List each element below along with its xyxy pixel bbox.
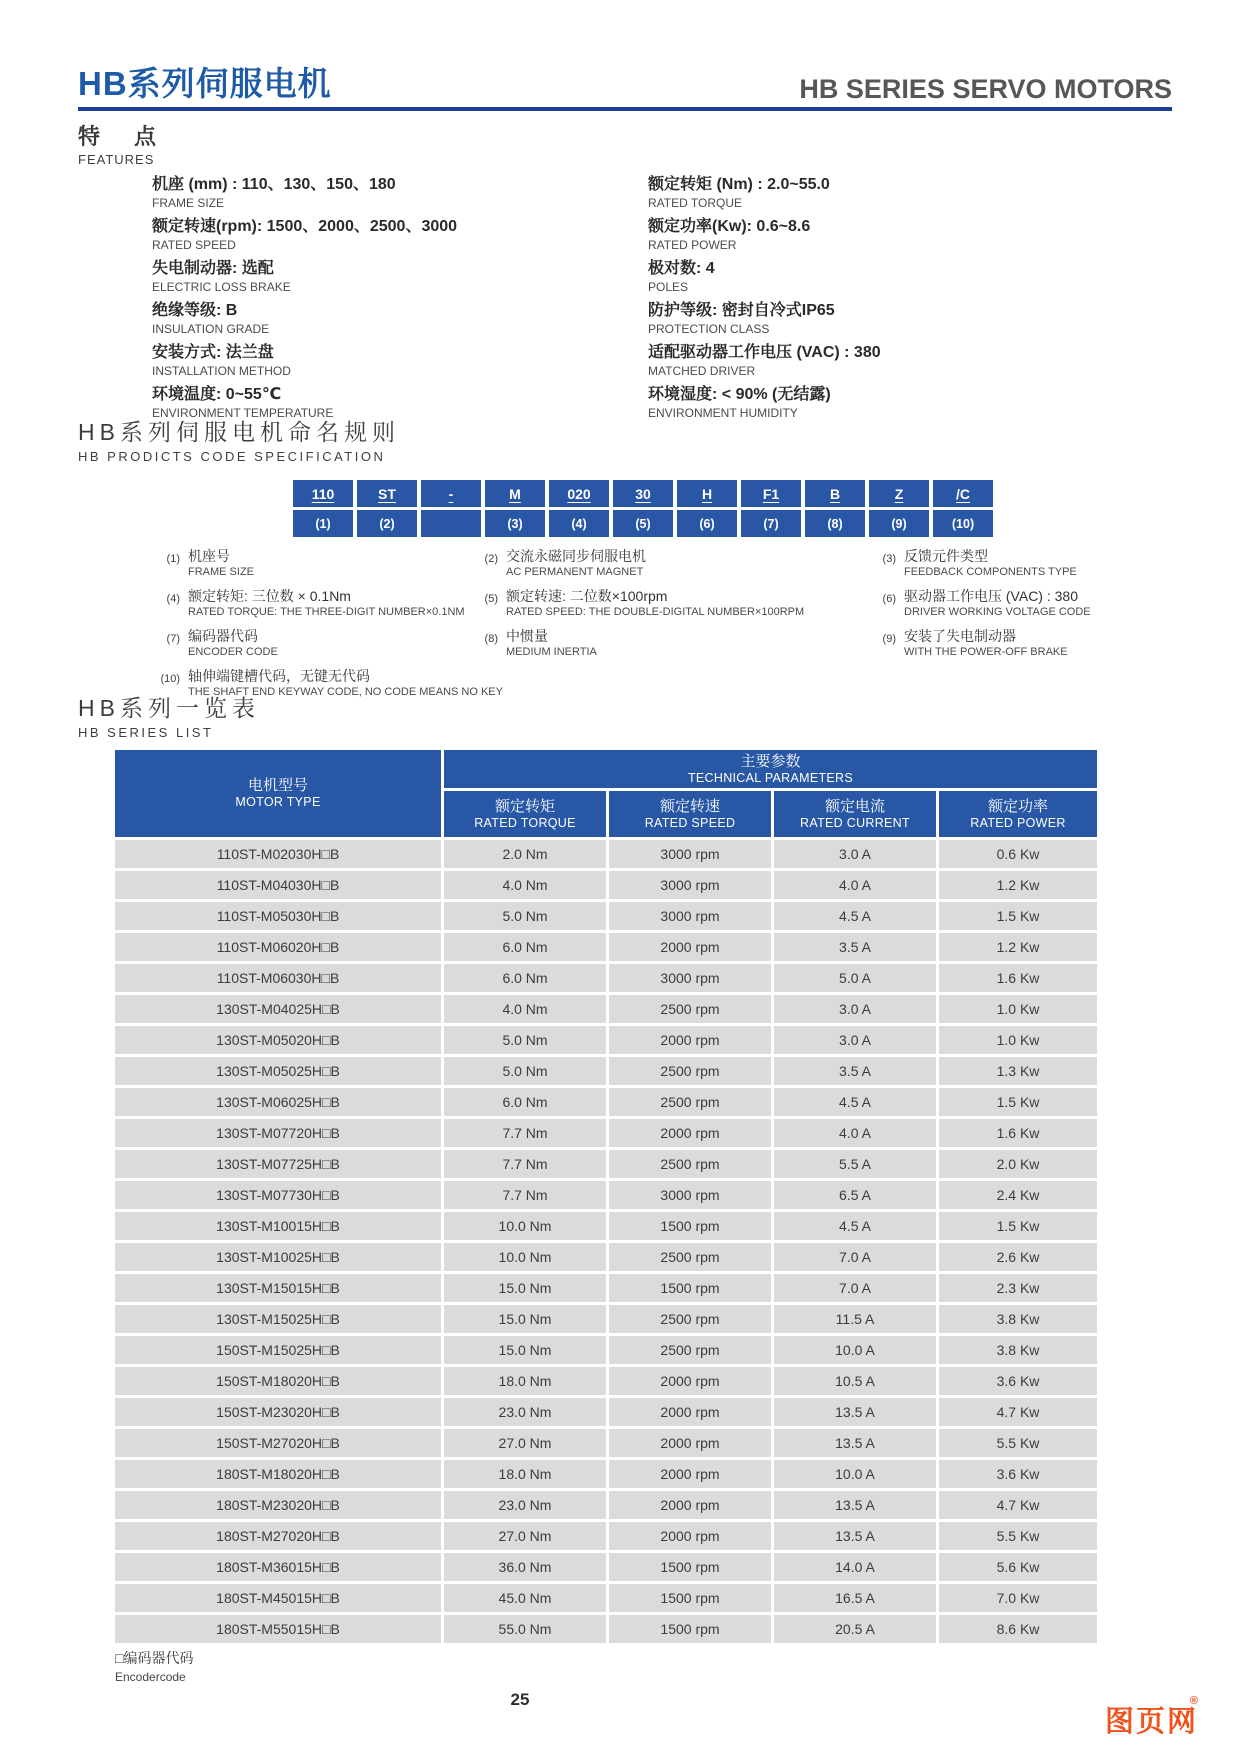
table-cell-current: 10.5 A [774, 1367, 936, 1395]
feature-item [648, 343, 1148, 378]
table-cell-speed: 2500 rpm [609, 1150, 771, 1178]
table-cell-speed: 2500 rpm [609, 1336, 771, 1364]
code-index-box [421, 510, 481, 537]
table-cell-torque: 15.0 Nm [444, 1305, 606, 1333]
table-cell-torque: 15.0 Nm [444, 1274, 606, 1302]
table-cell-motor-type: 130ST-M07730H□B [115, 1181, 441, 1209]
table-cell-current: 16.5 A [774, 1584, 936, 1612]
table-cell-speed: 2000 rpm [609, 1026, 771, 1054]
code-box: Z [869, 480, 929, 507]
table-cell-power: 3.6 Kw [939, 1367, 1097, 1395]
table-cell-power: 2.3 Kw [939, 1274, 1097, 1302]
note-number: (6) [882, 593, 896, 605]
column-header-en: RATED TORQUE [474, 815, 576, 830]
table-cell-torque: 15.0 Nm [444, 1336, 606, 1364]
code-box: F1 [741, 480, 801, 507]
table-cell-torque: 4.0 Nm [444, 871, 606, 899]
feature-label-en: ENVIRONMENT HUMIDITY [648, 406, 798, 420]
feature-label-cn: 绝缘等级: B [152, 302, 238, 319]
table-cell-torque: 7.7 Nm [444, 1181, 606, 1209]
note-text-en: WITH THE POWER-OFF BRAKE [904, 646, 1068, 658]
page-title-cn: HB系列伺服电机 [78, 65, 332, 102]
motor-type-header-cn: 电机型号 [247, 777, 308, 794]
table-cell-torque: 6.0 Nm [444, 964, 606, 992]
table-cell-motor-type: 130ST-M04025H□B [115, 995, 441, 1023]
note-text [188, 628, 278, 659]
table-cell-torque: 7.7 Nm [444, 1150, 606, 1178]
code-index-box: (6) [677, 510, 737, 537]
table-cell-torque: 23.0 Nm [444, 1491, 606, 1519]
table-cell-motor-type: 110ST-M05030H□B [115, 902, 441, 930]
table-cell-speed: 2500 rpm [609, 1243, 771, 1271]
code-row-codes [293, 480, 1172, 507]
params-header-cn: 主要参数 [740, 752, 801, 770]
table-cell-power: 5.5 Kw [939, 1429, 1097, 1457]
watermark-logo [1105, 1696, 1198, 1737]
table-cell-speed: 1500 rpm [609, 1584, 771, 1612]
table-cell-motor-type: 130ST-M05025H□B [115, 1057, 441, 1085]
table-cell-torque: 27.0 Nm [444, 1522, 606, 1550]
feature-label-en: MATCHED DRIVER [648, 364, 756, 378]
table-cell-torque: 5.0 Nm [444, 902, 606, 930]
table-cell-speed: 2000 rpm [609, 1367, 771, 1395]
params-header-en: TECHNICAL PARAMETERS [687, 770, 854, 785]
table-cell-power: 1.6 Kw [939, 1119, 1097, 1147]
table-cell-current: 13.5 A [774, 1522, 936, 1550]
feature-label-en: ELECTRIC LOSS BRAKE [152, 280, 291, 294]
code-index-box: (7) [741, 510, 801, 537]
feature-label-cn: 额定功率(Kw): 0.6~8.6 [648, 218, 811, 235]
code-index-box: (10) [933, 510, 993, 537]
feature-label-cn: 安装方式: 法兰盘 [152, 344, 274, 361]
code-box: - [421, 480, 481, 507]
table-cell-speed: 1500 rpm [609, 1212, 771, 1240]
table-cell-speed: 2500 rpm [609, 1305, 771, 1333]
note-text [506, 588, 804, 619]
feature-label-en: INSTALLATION METHOD [152, 364, 291, 378]
features-title-en: FEATURES [78, 152, 155, 167]
table-cell-torque: 7.7 Nm [444, 1119, 606, 1147]
table-cell-power: 1.2 Kw [939, 871, 1097, 899]
code-spec-title-cn: HB系列伺服电机命名规则 [78, 419, 400, 445]
table-cell-current: 14.0 A [774, 1553, 936, 1581]
table-cell-power: 1.6 Kw [939, 964, 1097, 992]
table-cell-torque: 6.0 Nm [444, 933, 606, 961]
table-cell-speed: 2500 rpm [609, 1088, 771, 1116]
note-text-cn: 编码器代码 [188, 628, 258, 644]
table-cell-speed: 3000 rpm [609, 902, 771, 930]
table-cell-torque: 2.0 Nm [444, 840, 606, 868]
feature-item [648, 259, 1148, 294]
params-header [444, 750, 1097, 788]
table-cell-torque: 10.0 Nm [444, 1243, 606, 1271]
note-item [478, 588, 876, 619]
table-cell-current: 13.5 A [774, 1398, 936, 1426]
series-list-section [78, 690, 1172, 1643]
table-cell-torque: 18.0 Nm [444, 1367, 606, 1395]
encoder-code-note [115, 1648, 193, 1684]
table-cell-current: 10.0 A [774, 1460, 936, 1488]
table-cell-torque: 36.0 Nm [444, 1553, 606, 1581]
table-cell-current: 7.0 A [774, 1274, 936, 1302]
table-cell-speed: 2500 rpm [609, 1057, 771, 1085]
code-table [293, 480, 1172, 537]
note-item [478, 548, 876, 579]
table-cell-motor-type: 130ST-M05020H□B [115, 1026, 441, 1054]
encoder-note-en: Encodercode [115, 1670, 186, 1684]
table-cell-motor-type: 110ST-M06020H□B [115, 933, 441, 961]
note-item [160, 548, 478, 579]
code-box: 110 [293, 480, 353, 507]
code-box: B [805, 480, 865, 507]
table-cell-torque: 27.0 Nm [444, 1429, 606, 1457]
note-number: (10) [160, 673, 180, 685]
feature-label-en: FRAME SIZE [152, 196, 225, 210]
table-cell-power: 1.5 Kw [939, 1088, 1097, 1116]
note-text-cn: 机座号 [188, 548, 230, 564]
table-cell-power: 3.6 Kw [939, 1460, 1097, 1488]
table-cell-motor-type: 110ST-M06030H□B [115, 964, 441, 992]
column-header-speed [609, 791, 771, 837]
code-box: 020 [549, 480, 609, 507]
motor-type-header-en: MOTOR TYPE [235, 795, 321, 809]
series-list-title-cn: HB系列一览表 [78, 695, 260, 721]
feature-item [152, 217, 648, 252]
page-header [78, 58, 1172, 105]
table-cell-current: 3.0 A [774, 995, 936, 1023]
table-cell-power: 1.5 Kw [939, 1212, 1097, 1240]
table-cell-current: 13.5 A [774, 1491, 936, 1519]
table-cell-motor-type: 150ST-M18020H□B [115, 1367, 441, 1395]
table-cell-power: 0.6 Kw [939, 840, 1097, 868]
note-text-en: RATED SPEED: THE DOUBLE-DIGITAL NUMBER×100RPM [506, 606, 805, 618]
note-text [904, 548, 1077, 579]
table-cell-speed: 2000 rpm [609, 1522, 771, 1550]
note-text-cn: 中惯量 [506, 628, 548, 644]
table-cell-power: 8.6 Kw [939, 1615, 1097, 1643]
table-cell-speed: 2000 rpm [609, 933, 771, 961]
table-cell-power: 2.4 Kw [939, 1181, 1097, 1209]
feature-label-cn: 失电制动器: 选配 [152, 260, 274, 277]
table-cell-motor-type: 180ST-M27020H□B [115, 1522, 441, 1550]
feature-label-en: INSULATION GRADE [152, 322, 270, 336]
feature-item [648, 301, 1148, 336]
feature-label-en: RATED POWER [648, 238, 737, 252]
series-list-title-en: HB SERIES LIST [78, 725, 214, 740]
table-cell-motor-type: 130ST-M15025H□B [115, 1305, 441, 1333]
code-row-indices [293, 510, 1172, 537]
table-cell-torque: 4.0 Nm [444, 995, 606, 1023]
feature-item [152, 343, 648, 378]
feature-item [152, 259, 648, 294]
table-cell-speed: 2000 rpm [609, 1491, 771, 1519]
table-cell-motor-type: 110ST-M02030H□B [115, 840, 441, 868]
table-cell-current: 6.5 A [774, 1181, 936, 1209]
features-right-column [648, 175, 1148, 427]
table-cell-current: 4.0 A [774, 1119, 936, 1147]
table-cell-motor-type: 130ST-M10015H□B [115, 1212, 441, 1240]
code-box: M [485, 480, 545, 507]
table-cell-motor-type: 130ST-M06025H□B [115, 1088, 441, 1116]
table-cell-current: 3.5 A [774, 933, 936, 961]
note-text-en: FEEDBACK COMPONENTS TYPE [904, 566, 1077, 578]
table-cell-current: 4.0 A [774, 871, 936, 899]
page-title-en: HB SERIES SERVO MOTORS [799, 74, 1172, 104]
note-text-cn: 轴伸端键槽代码，无键无代码 [188, 668, 370, 684]
column-header-cn: 额定电流 [824, 797, 885, 815]
note-item [478, 628, 876, 659]
encoder-note-cn: □编码器代码 [115, 1650, 194, 1666]
feature-label-en: POLES [648, 280, 689, 294]
feature-label-cn: 极对数: 4 [648, 260, 715, 277]
table-cell-power: 3.8 Kw [939, 1336, 1097, 1364]
table-cell-speed: 1500 rpm [609, 1274, 771, 1302]
column-header-torque [444, 791, 606, 837]
table-cell-speed: 2000 rpm [609, 1398, 771, 1426]
note-item [160, 588, 478, 619]
table-cell-motor-type: 180ST-M55015H□B [115, 1615, 441, 1643]
code-index-box: (9) [869, 510, 929, 537]
table-cell-power: 2.6 Kw [939, 1243, 1097, 1271]
note-number: (8) [484, 633, 498, 645]
table-cell-power: 1.5 Kw [939, 902, 1097, 930]
table-cell-motor-type: 130ST-M10025H□B [115, 1243, 441, 1271]
features-title-cn: 特 点 [78, 124, 163, 149]
table-cell-current: 3.5 A [774, 1057, 936, 1085]
table-cell-motor-type: 150ST-M27020H□B [115, 1429, 441, 1457]
table-cell-current: 4.5 A [774, 1212, 936, 1240]
table-cell-speed: 2500 rpm [609, 995, 771, 1023]
code-box: 30 [613, 480, 673, 507]
feature-label-cn: 环境温度: 0~55℃ [152, 386, 282, 403]
note-text-cn: 额定转矩: 三位数 × 0.1Nm [188, 588, 351, 604]
column-header-current [774, 791, 936, 837]
note-text-en: ENCODER CODE [188, 646, 278, 658]
features-columns [78, 175, 1172, 427]
code-index-box: (2) [357, 510, 417, 537]
table-cell-motor-type: 130ST-M15015H□B [115, 1274, 441, 1302]
note-text [506, 628, 597, 659]
code-box: /C [933, 480, 993, 507]
note-text [904, 628, 1068, 659]
table-cell-current: 11.5 A [774, 1305, 936, 1333]
watermark-text: 图页网 [1104, 1706, 1198, 1738]
table-cell-power: 1.3 Kw [939, 1057, 1097, 1085]
note-text-en: MEDIUM INERTIA [506, 646, 597, 658]
column-header-en: RATED POWER [970, 815, 1066, 830]
table-cell-current: 13.5 A [774, 1429, 936, 1457]
feature-item [648, 217, 1148, 252]
table-cell-speed: 3000 rpm [609, 1181, 771, 1209]
note-item [160, 628, 478, 659]
table-cell-torque: 5.0 Nm [444, 1057, 606, 1085]
code-spec-section [78, 414, 1172, 537]
feature-item [152, 301, 648, 336]
code-index-box: (3) [485, 510, 545, 537]
note-text [904, 588, 1091, 619]
note-text-cn: 交流永磁同步伺服电机 [506, 548, 646, 564]
table-cell-speed: 2000 rpm [609, 1119, 771, 1147]
note-number: (5) [484, 593, 498, 605]
header-divider [78, 107, 1172, 111]
code-notes-grid [160, 548, 1172, 699]
table-cell-current: 10.0 A [774, 1336, 936, 1364]
table-cell-motor-type: 180ST-M36015H□B [115, 1553, 441, 1581]
table-cell-motor-type: 150ST-M23020H□B [115, 1398, 441, 1426]
table-cell-power: 1.0 Kw [939, 995, 1097, 1023]
table-cell-motor-type: 180ST-M45015H□B [115, 1584, 441, 1612]
table-cell-motor-type: 180ST-M18020H□B [115, 1460, 441, 1488]
note-text-en: DRIVER WORKING VOLTAGE CODE [904, 606, 1091, 618]
table-cell-torque: 6.0 Nm [444, 1088, 606, 1116]
code-box: ST [357, 480, 417, 507]
table-cell-current: 3.0 A [774, 840, 936, 868]
column-header-cn: 额定转矩 [494, 797, 555, 815]
note-text [506, 548, 646, 579]
motor-type-header [115, 750, 441, 837]
code-spec-title-en: HB PRODICTS CODE SPECIFICATION [78, 449, 386, 464]
feature-label-en: RATED TORQUE [648, 196, 743, 210]
note-number: (7) [166, 633, 180, 645]
table-cell-current: 7.0 A [774, 1243, 936, 1271]
note-number: (4) [166, 593, 180, 605]
table-cell-motor-type: 150ST-M15025H□B [115, 1336, 441, 1364]
feature-label-en: PROTECTION CLASS [648, 322, 770, 336]
feature-label-cn: 额定转矩 (Nm) : 2.0~55.0 [648, 176, 830, 193]
table-cell-power: 1.0 Kw [939, 1026, 1097, 1054]
table-cell-current: 4.5 A [774, 1088, 936, 1116]
table-cell-torque: 10.0 Nm [444, 1212, 606, 1240]
series-table [115, 750, 1172, 1643]
table-cell-power: 1.2 Kw [939, 933, 1097, 961]
note-item [876, 628, 1172, 659]
column-header-cn: 额定功率 [987, 797, 1048, 815]
note-text [188, 548, 254, 579]
note-item [876, 548, 1172, 579]
table-cell-speed: 3000 rpm [609, 840, 771, 868]
note-number: (1) [166, 553, 180, 565]
table-cell-current: 4.5 A [774, 902, 936, 930]
note-text-cn: 安装了失电制动器 [904, 628, 1016, 644]
column-header-cn: 额定转速 [659, 797, 720, 815]
table-cell-speed: 1500 rpm [609, 1553, 771, 1581]
table-cell-torque: 45.0 Nm [444, 1584, 606, 1612]
note-text-cn: 反馈元件类型 [904, 548, 988, 564]
column-header-power [939, 791, 1097, 837]
table-cell-motor-type: 180ST-M23020H□B [115, 1491, 441, 1519]
page-number: 25 [510, 1690, 530, 1709]
feature-label-cn: 机座 (mm) : 110、130、150、180 [152, 176, 396, 193]
table-cell-torque: 18.0 Nm [444, 1460, 606, 1488]
features-left-column [152, 175, 648, 427]
table-cell-speed: 2000 rpm [609, 1460, 771, 1488]
table-cell-torque: 5.0 Nm [444, 1026, 606, 1054]
table-cell-power: 4.7 Kw [939, 1491, 1097, 1519]
code-index-box: (1) [293, 510, 353, 537]
note-text-cn: 驱动器工作电压 (VAC) : 380 [904, 588, 1078, 604]
table-cell-current: 3.0 A [774, 1026, 936, 1054]
note-text-en: THE SHAFT END KEYWAY CODE, NO CODE MEANS NO KEY [188, 686, 503, 698]
note-text-en: RATED TORQUE: THE THREE-DIGIT NUMBER×0.1NM [188, 606, 465, 618]
table-cell-motor-type: 130ST-M07725H□B [115, 1150, 441, 1178]
table-cell-power: 2.0 Kw [939, 1150, 1097, 1178]
table-cell-power: 4.7 Kw [939, 1398, 1097, 1426]
table-cell-current: 20.5 A [774, 1615, 936, 1643]
table-cell-current: 5.5 A [774, 1150, 936, 1178]
feature-label-cn: 适配驱动器工作电压 (VAC) : 380 [648, 344, 881, 361]
table-cell-speed: 3000 rpm [609, 964, 771, 992]
table-cell-power: 7.0 Kw [939, 1584, 1097, 1612]
note-number: (3) [882, 553, 896, 565]
table-cell-speed: 2000 rpm [609, 1429, 771, 1457]
feature-label-en: RATED SPEED [152, 238, 236, 252]
table-cell-torque: 23.0 Nm [444, 1398, 606, 1426]
code-index-box: (4) [549, 510, 609, 537]
note-text-en: AC PERMANENT MAGNET [506, 566, 644, 578]
feature-label-cn: 额定转速(rpm): 1500、2000、2500、3000 [152, 218, 458, 235]
table-cell-power: 3.8 Kw [939, 1305, 1097, 1333]
feature-item [152, 175, 648, 210]
note-text-en: FRAME SIZE [188, 566, 255, 578]
note-item [876, 588, 1172, 619]
table-cell-power: 5.5 Kw [939, 1522, 1097, 1550]
table-cell-current: 5.0 A [774, 964, 936, 992]
note-number: (2) [484, 553, 498, 565]
column-header-en: RATED CURRENT [800, 815, 910, 830]
note-number: (9) [882, 633, 896, 645]
feature-label-en: ENVIRONMENT TEMPERATURE [152, 406, 334, 420]
table-cell-motor-type: 110ST-M04030H□B [115, 871, 441, 899]
feature-label-cn: 防护等级: 密封自冷式IP65 [648, 302, 835, 319]
registered-mark-icon: ® [1189, 1695, 1198, 1707]
code-box: H [677, 480, 737, 507]
column-header-en: RATED SPEED [644, 815, 736, 830]
note-text [188, 588, 465, 619]
feature-label-cn: 环境湿度: < 90% (无结露) [648, 386, 831, 403]
table-cell-power: 5.6 Kw [939, 1553, 1097, 1581]
table-cell-motor-type: 130ST-M07720H□B [115, 1119, 441, 1147]
code-index-box: (5) [613, 510, 673, 537]
table-cell-torque: 55.0 Nm [444, 1615, 606, 1643]
features-section [78, 120, 1172, 427]
code-index-box: (8) [805, 510, 865, 537]
feature-item [648, 175, 1148, 210]
table-cell-speed: 3000 rpm [609, 871, 771, 899]
note-text-cn: 额定转速: 二位数×100rpm [506, 588, 668, 604]
table-cell-speed: 1500 rpm [609, 1615, 771, 1643]
